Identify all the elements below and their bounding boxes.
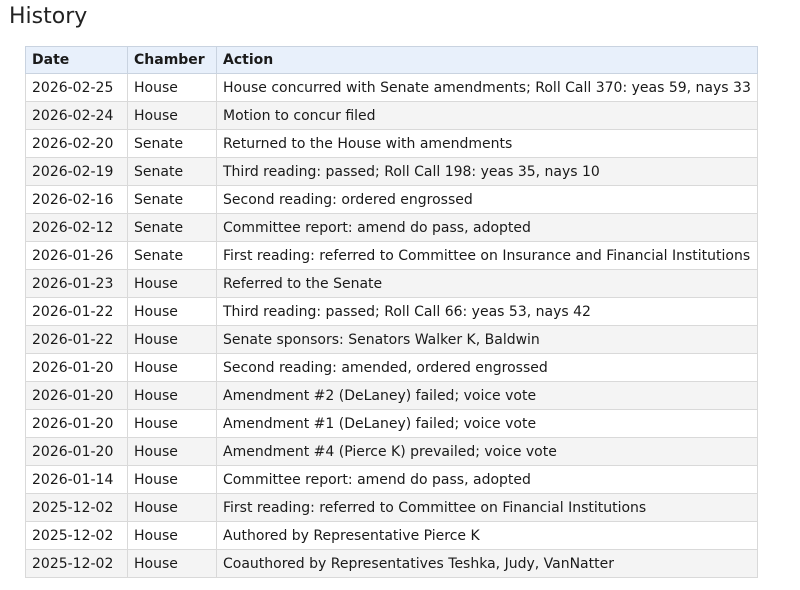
table-row xyxy=(26,354,758,382)
table-row xyxy=(26,242,758,270)
cell-date: 2026-01-22 xyxy=(26,326,128,354)
cell-action: Second reading: amended, ordered engrossed xyxy=(217,354,758,382)
cell-action: Senate sponsors: Senators Walker K, Baldwin xyxy=(217,326,758,354)
header-chamber: Chamber xyxy=(128,47,217,74)
cell-action: Returned to the House with amendments xyxy=(217,130,758,158)
cell-date: 2026-01-26 xyxy=(26,242,128,270)
cell-date: 2026-01-20 xyxy=(26,438,128,466)
cell-date: 2026-02-16 xyxy=(26,186,128,214)
cell-date: 2026-01-22 xyxy=(26,298,128,326)
cell-action: Authored by Representative Pierce K xyxy=(217,522,758,550)
table-row xyxy=(26,102,758,130)
table-row xyxy=(26,382,758,410)
cell-action: House concurred with Senate amendments; Roll Call 370: yeas 59, nays 33 xyxy=(217,74,758,102)
cell-chamber: Senate xyxy=(128,130,217,158)
table-row xyxy=(26,130,758,158)
table-row xyxy=(26,550,758,578)
cell-date: 2026-01-20 xyxy=(26,382,128,410)
cell-date: 2026-02-19 xyxy=(26,158,128,186)
cell-date: 2025-12-02 xyxy=(26,550,128,578)
cell-action: Motion to concur filed xyxy=(217,102,758,130)
cell-action: Amendment #1 (DeLaney) failed; voice vote xyxy=(217,410,758,438)
table-row xyxy=(26,326,758,354)
table-row xyxy=(26,438,758,466)
cell-chamber: House xyxy=(128,298,217,326)
cell-chamber: House xyxy=(128,270,217,298)
cell-chamber: Senate xyxy=(128,214,217,242)
cell-action: Third reading: passed; Roll Call 66: yeas 53, nays 42 xyxy=(217,298,758,326)
page-title: History xyxy=(9,4,88,29)
table-row xyxy=(26,158,758,186)
cell-date: 2026-01-23 xyxy=(26,270,128,298)
cell-chamber: House xyxy=(128,102,217,130)
table-row xyxy=(26,494,758,522)
cell-chamber: House xyxy=(128,354,217,382)
header-date: Date xyxy=(26,47,128,74)
cell-date: 2026-02-20 xyxy=(26,130,128,158)
cell-action: Coauthored by Representatives Teshka, Judy, VanNatter xyxy=(217,550,758,578)
cell-action: Second reading: ordered engrossed xyxy=(217,186,758,214)
table-row xyxy=(26,298,758,326)
cell-action: Committee report: amend do pass, adopted xyxy=(217,466,758,494)
cell-action: First reading: referred to Committee on Insurance and Financial Institutions xyxy=(217,242,758,270)
cell-chamber: Senate xyxy=(128,158,217,186)
cell-action: Amendment #4 (Pierce K) prevailed; voice vote xyxy=(217,438,758,466)
header-action: Action xyxy=(217,47,758,74)
cell-chamber: House xyxy=(128,326,217,354)
history-table xyxy=(25,46,758,578)
cell-action: First reading: referred to Committee on Financial Institutions xyxy=(217,494,758,522)
cell-chamber: Senate xyxy=(128,242,217,270)
table-row xyxy=(26,466,758,494)
cell-chamber: House xyxy=(128,410,217,438)
cell-date: 2026-02-25 xyxy=(26,74,128,102)
table-row xyxy=(26,522,758,550)
table-body xyxy=(26,74,758,578)
table-row xyxy=(26,270,758,298)
cell-action: Committee report: amend do pass, adopted xyxy=(217,214,758,242)
cell-action: Referred to the Senate xyxy=(217,270,758,298)
cell-chamber: House xyxy=(128,382,217,410)
table-header xyxy=(26,47,758,74)
cell-chamber: Senate xyxy=(128,186,217,214)
table-row xyxy=(26,186,758,214)
cell-chamber: House xyxy=(128,438,217,466)
cell-chamber: House xyxy=(128,494,217,522)
table-row xyxy=(26,410,758,438)
cell-chamber: House xyxy=(128,74,217,102)
cell-action: Amendment #2 (DeLaney) failed; voice vote xyxy=(217,382,758,410)
cell-date: 2026-01-20 xyxy=(26,354,128,382)
cell-chamber: House xyxy=(128,466,217,494)
cell-chamber: House xyxy=(128,522,217,550)
cell-date: 2026-01-20 xyxy=(26,410,128,438)
cell-date: 2026-02-12 xyxy=(26,214,128,242)
cell-date: 2026-02-24 xyxy=(26,102,128,130)
cell-date: 2025-12-02 xyxy=(26,522,128,550)
cell-date: 2025-12-02 xyxy=(26,494,128,522)
table-row xyxy=(26,74,758,102)
cell-chamber: House xyxy=(128,550,217,578)
header-row xyxy=(26,47,758,74)
cell-date: 2026-01-14 xyxy=(26,466,128,494)
table-row xyxy=(26,214,758,242)
cell-action: Third reading: passed; Roll Call 198: yeas 35, nays 10 xyxy=(217,158,758,186)
